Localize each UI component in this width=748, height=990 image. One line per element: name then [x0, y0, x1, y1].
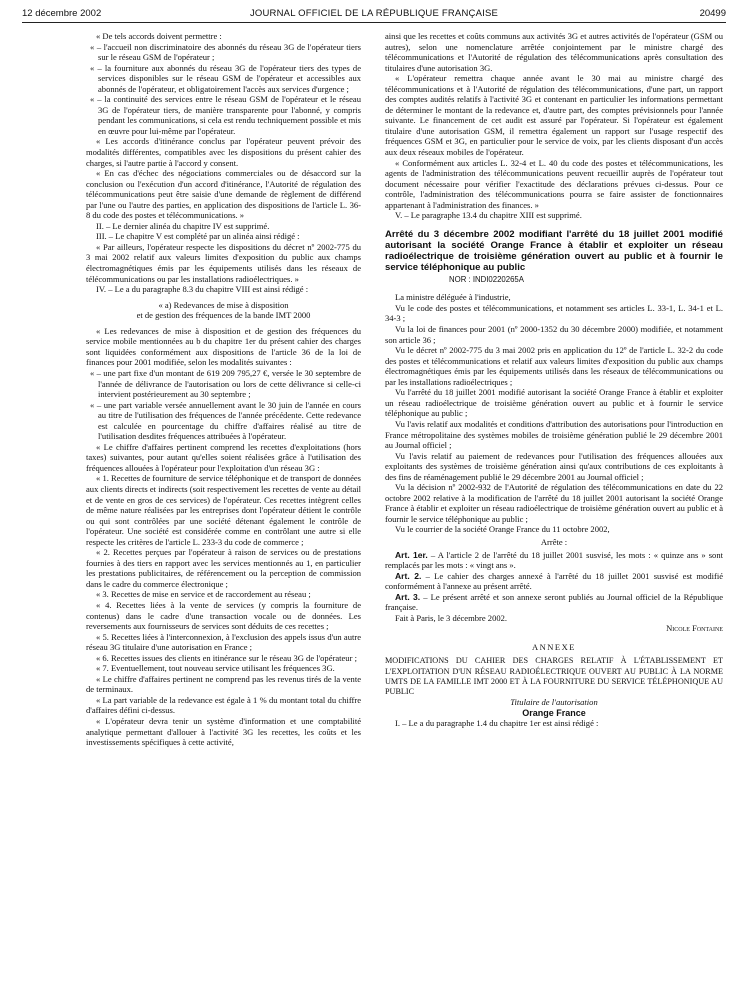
paragraph: ainsi que les recettes et coûts communs aux activités 3G et autres activités de l'opérateur (GSM ou autres), selon une nomenclature arrêtée conjointement par le ministre chargé des télécommunications et l'Autorité de régulation des télécommunications après consultation des titulaires d'une autorisation 3G. [385, 31, 723, 73]
header-title: JOURNAL OFFICIEL DE LA RÉPUBLIQUE FRANÇAISE [249, 8, 499, 19]
article [385, 592, 723, 613]
visa-paragraph: Vu le décret nº 2002-775 du 3 mai 2002 pris en application du 12º de l'article L. 32-2 du code des postes et télécommunications et relatif aux valeurs limites d'exposition du public aux champs électromagnétiques émis par les équipements utilisés dans les réseaux de télécommunications ou par les installations radioélectriques ; [385, 345, 723, 387]
article [385, 550, 723, 571]
paragraph: « 1. Recettes de fourniture de service téléphonique et de transport de données aux clients directs et indirects (soit respectivement les recettes de vente au détail et de vente en gros de ces services) de l'opérateur. Ces recettes intègrent celles de même nature réalisées par les entreprises dont l'opérateur détient le contrôle ou qui sont contrôlées par une société détenant également le contrôle de l'opérateur. Une société est considérée comme en contrôlant une autre si elle respecte les critères de l'article L. 233-3 du code de commerce ; [86, 473, 361, 547]
paragraph: II. – Le dernier alinéa du chapitre IV est supprimé. [96, 220, 270, 231]
visas [385, 292, 723, 535]
paragraph: « La part variable de la redevance est égale à 1 % du montant total du chiffre d'affaires défini ci-dessus. [86, 694, 361, 716]
arrete-label: Arrête : [540, 536, 568, 547]
article-label: Art. 2. [395, 570, 422, 581]
arrete-title: Arrêté du 3 décembre 2002 modifiant l'arrêté du 18 juillet 2001 modifié autorisant la société Orange France à établir et exploiter un réseau radioélectrique de troisième génération ouvert au public et à fournir le service téléphonique au public [385, 228, 723, 273]
paragraph: « L'opérateur remettra chaque année avant le 30 mai au ministre chargé des télécommunications et à l'Autorité de régulation des télécommunications, d'une part, un rapport des comptes audités relatifs à l'activité 3G et contenant en particulier les informations permettant de déterminer le montant de la redevance et, d'autre part, des comptes prévisionnels pour l'année suivante. Le financement de cet audit est assuré par l'opérateur. Si l'opérateur est également titulaire d'une autorisation GSM, il remettra également un rapport sur l'usage respectif des fréquences GSM et 3G, en particulier pour le service de voix, par les clients disposant d'un accès aux deux réseaux mobiles de l'opérateur. [385, 73, 723, 158]
paragraph: III. – Le chapitre V est complété par un alinéa ainsi rédigé : [96, 231, 300, 242]
visa-paragraph: Vu l'arrêté du 18 juillet 2001 modifié autorisant la société Orange France à établir et exploiter un réseau radioélectrique de troisième génération ouvert au public et à fournir le service téléphonique au public ; [385, 387, 723, 419]
paragraph: « Par ailleurs, l'opérateur respecte les dispositions du décret nº 2002-775 du 3 mai 2002 relatif aux valeurs limites d'exposition du public aux champs électromagnétiques émis par les équipements utilisés dans les réseaux de télécommunications ou par les installations radioélectriques. » [86, 241, 361, 284]
visa-paragraph: Vu l'avis relatif aux modalités et conditions d'attribution des autorisations pour l'introduction en France métropolitaine des systèmes mobiles de troisième génération publié le 29 décembre 2001 au Journal officiel ; [385, 418, 723, 451]
signature: Nicole Fontaine [666, 623, 723, 634]
header-date: 12 décembre 2002 [22, 8, 102, 19]
paragraph: « Les redevances de mise à disposition et de gestion des fréquences du service mobile mentionnées au b du chapitre 1er du présent cahier des charges sont liquidées conformément aux dispositions de l'article 36 de la loi de finances pour 2001 modifiée, selon les modalités suivantes : [86, 325, 361, 368]
list-item: « – la fourniture aux abonnés du réseau 3G de l'opérateur tiers des types de services disponibles sur le réseau GSM de l'opérateur et accessibles aux abonnés de l'opérateur, et obligatoirement l'accès aux services d'urgence ; [90, 62, 361, 94]
last-paragraph: I. – Le a du paragraphe 1.4 du chapitre 1er est ainsi rédigé : [395, 718, 599, 729]
titulaire-heading: Titulaire de l'autorisation [510, 697, 598, 708]
visa-paragraph: La ministre déléguée à l'industrie, [395, 292, 511, 303]
fait-line: Fait à Paris, le 3 décembre 2002. [395, 612, 508, 623]
visa-paragraph: Vu le courrier de la société Orange France du 11 octobre 2002, [395, 524, 610, 535]
paragraph: « En cas d'échec des négociations commerciales ou de désaccord sur la conclusion ou l'exécution d'un accord d'itinérance, l'Autorité de régulation des télécommunications peut être saisie d'une demande de règlement de différend par l'une ou l'autre des parties, en application des dispositions de l'article L. 36-8 du code des postes et télécommunications. » [86, 168, 361, 221]
left-column [86, 31, 361, 982]
article-text: – A l'article 2 de l'arrêté du 18 juillet 2001 susvisé, les mots : « quinze ans » sont remplacés par les mots : « vingt ans ». [385, 549, 723, 571]
paragraph: « 6. Recettes issues des clients en itinérance sur le réseau 3G de l'opérateur ; [96, 652, 357, 663]
paragraph: IV. – Le a du paragraphe 8.3 du chapitre VIII est ainsi rédigé : [96, 284, 309, 295]
paragraph: « Conformément aux articles L. 32-4 et L. 40 du code des postes et télécommunications, les agents de l'administration des télécommunications peuvent recueillir auprès de l'opérateur tout document nécessaire pour vérifier l'exactitude des déclarations prévues ci-dessus. Pour ce contrôle, l'administration des télécommunications pourra se faire assister de fonctionnaires appartenant à l'administration des finances. » [385, 157, 723, 210]
paragraph: « 3. Recettes de mise en service et de raccordement au réseau ; [96, 589, 311, 600]
annexe-heading: ANNEXE [532, 641, 576, 652]
list-item: « – la continuité des services entre le réseau GSM de l'opérateur et le réseau 3G de l'opérateur tiers, de manière transparente pour l'abonné, y compris pendant les communications, si cela est rendu techniquement possible et mis en œuvre pour lui-même par l'opérateur. [90, 94, 361, 136]
visa-paragraph: Vu la décision nº 2002-932 de l'Autorité de régulation des télécommunications en date du 22 octobre 2002 relative à la modification de l'arrêté du 18 juillet 2001 autorisant la société Orange France à établir et exploiter un réseau radioélectrique de troisième génération ouvert au public et à fournir le service téléphonique au public ; [385, 482, 723, 524]
continued-text [385, 31, 723, 221]
paragraph: « L'opérateur devra tenir un système d'information et une comptabilité analytique permettant d'allouer à l'activité 3G les recettes, les coûts et les investissements spécifiques à cette activité, [86, 716, 361, 748]
paragraph: « Le chiffre d'affaires pertinent ne comprend pas les revenus tirés de la vente de terminaux. [86, 673, 361, 695]
nor-reference: NOR : INDI0220265A [449, 274, 524, 284]
visa-paragraph: Vu l'avis relatif au paiement de redevances pour l'utilisation des fréquences allouées aux exploitants des systèmes de troisième génération ainsi qu'aux contributions de ces exploitants à des fins de réaménagement publié le 29 décembre 2001 au Journal officiel ; [385, 450, 723, 482]
paragraph: « 4. Recettes liées à la vente de services (y compris la fourniture de contenus) dans le cadre d'une transaction vocale ou de données. Les reversements aux fournisseurs de services sont déduits de ces recettes ; [86, 599, 361, 632]
header-page-number: 20499 [699, 8, 726, 19]
paragraph: « a) Redevances de mise à disposition [158, 299, 289, 310]
paragraph: « De tels accords doivent permettre : [96, 31, 222, 41]
paragraph: « Le chiffre d'affaires pertinent comprend les recettes d'exploitations (hors taxes) suivantes, pour autant qu'elles soient réalisées grâce à l'utilisation des fréquences allouées à l'opérateur pour l'exploitation d'un réseau 3G : [86, 441, 361, 473]
list-item: « – l'accueil non discriminatoire des abonnés du réseau 3G de l'opérateur tiers sur le réseau GSM de l'opérateur ; [90, 41, 361, 63]
paragraph: « 5. Recettes liées à l'interconnexion, à l'exclusion des appels issus d'un autre réseau 3G titulaire d'une autorisation en France ; [86, 631, 361, 653]
article-label: Art. 3. [395, 591, 421, 602]
list-item: « – une part variable versée annuellement avant le 30 juin de l'année en cours au titre de l'utilisation des fréquences de l'année précédente. Cette redevance est calculée en pourcentage du chiffre d'affaires réalisé au titre de l'utilisation desdites fréquences attribuées à l'opérateur. [90, 399, 361, 442]
paragraph: « Les accords d'itinérance conclus par l'opérateur peuvent prévoir des modalités différentes, compatibles avec les dispositions du présent cahier des charges, si l'autre partie à l'accord y consent. [86, 136, 361, 168]
annexe-title: MODIFICATIONS DU CAHIER DES CHARGES RELATIF À L'ÉTABLISSEMENT ET L'EXPLOITATION D'UN RÉSEAU RADIOÉLECTRIQUE OUVERT AU PUBLIC À LA NORME UMTS DE LA FAMILLE IMT 2000 ET À LA FOURNITURE DU SERVICE TÉLÉPHONIQUE AU PUBLIC [385, 656, 723, 697]
article-label: Art. 1er. [395, 549, 428, 560]
article [385, 571, 723, 592]
paragraph: « 7. Eventuellement, tout nouveau service utilisant les fréquences 3G. [96, 663, 335, 674]
paragraph: V. – Le paragraphe 13.4 du chapitre XIII est supprimé. [395, 210, 582, 221]
visa-paragraph: Vu le code des postes et télécommunications, et notamment ses articles L. 33-1, L. 34-1 et L. 34-3 ; [385, 302, 723, 324]
company-heading: Orange France [522, 707, 586, 718]
page-header [22, 8, 726, 23]
visa-paragraph: Vu la loi de finances pour 2001 (nº 2000-1352 du 30 décembre 2000) modifiée, et notamment son article 36 ; [385, 324, 723, 345]
list-item: « – une part fixe d'un montant de 619 209 795,27 €, versée le 30 septembre de l'année de délivrance de l'autorisation ou lors de cette délivrance si celle-ci intervient postérieurement au 30 septembre ; [90, 367, 361, 400]
article-text: – Le cahier des charges annexé à l'arrêté du 18 juillet 2001 susvisé est modifié conformément à l'annexe au présent arrêté. [385, 570, 723, 592]
article-text: – Le présent arrêté et son annexe seront publiés au Journal officiel de la République française. [385, 591, 723, 613]
right-column [385, 31, 723, 982]
paragraph: « 2. Recettes perçues par l'opérateur à raison de services ou de prestations fournies à des tiers en rapport avec les services mentionnés au 1, en particulier les prestations publicitaires, de référencement ou la perception de commission dans le cadre du commerce électronique ; [86, 547, 361, 589]
articles [385, 550, 723, 613]
paragraph: et de gestion des fréquences de la bande IMT 2000 [136, 310, 311, 321]
